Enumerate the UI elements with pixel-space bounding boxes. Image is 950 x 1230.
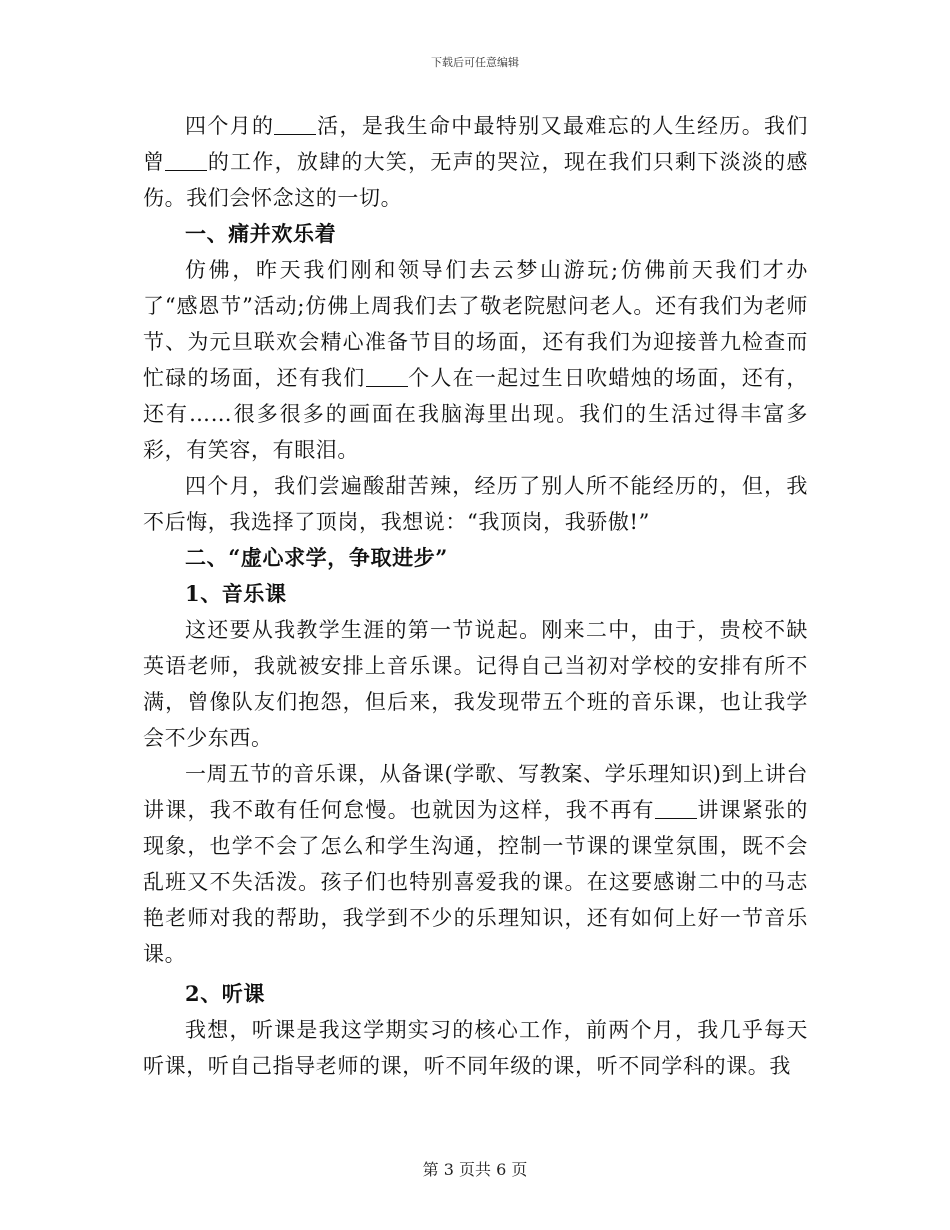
text-run: 四个月的	[185, 114, 275, 138]
text-run: 个人在一起过生日吹蜡烛的场面，还有，还有……很多很多的画面在我脑海里出现。我们的生活过得丰富多彩，有笑容，有眼泪。	[143, 366, 808, 462]
text-run: 仿佛，昨天我们刚和领导们去云梦山游玩;仿佛前天我们才办了“感恩节”活动;仿佛上周我们去了敬老院慰问老人。还有我们为老师节、为元旦联欢会精心准备节目的场面，还有我们为迎接普九检查而忙碌的场面，还有我们	[143, 258, 808, 390]
text-run: 一周五节的音乐课，从备课(学歌、写教案、学乐理知识)到上讲台讲课，我不敢有任何怠慢。也就因为这样，我不再有	[143, 762, 808, 822]
text-run: 讲课紧张的现象，也学不会了怎么和学生沟通，控制一节课的课堂氛围，既不会乱班又不失活泼。孩子们也特别喜爱我的课。在这要感谢二中的马志艳老师对我的帮助，我学到不少的乐理知识，还有如何上好一节音乐课。	[143, 798, 808, 966]
blank-underline	[655, 798, 697, 819]
paragraph-intro	[143, 108, 808, 216]
blank-underline	[366, 366, 408, 387]
text-run: 我想，听课是我这学期实习的核心工作，前两个月，我几乎每天听课，听自己指导老师的课，听不同年级的课，听不同学科的课。我	[143, 1018, 808, 1078]
subheading-observe-class: 2、听课	[185, 981, 266, 1006]
blank-underline	[274, 114, 316, 135]
text-run: 四个月，我们尝遍酸甜苦辣，经历了别人所不能经历的，但，我不后悔，我选择了顶岗，我想说：“我顶岗，我骄傲!”	[143, 474, 808, 534]
paragraph-four-months	[143, 468, 808, 540]
paragraph-music-intro	[143, 612, 808, 756]
section-heading-1: 一、痛并欢乐着	[185, 221, 337, 246]
blank-underline	[165, 150, 207, 171]
subheading-music-class: 1、音乐课	[185, 581, 287, 606]
page-footer: 第 3 页共 6 页	[422, 1160, 528, 1179]
section-heading-2: 二、“虚心求学，争取进步”	[185, 545, 448, 570]
paragraph-observe	[143, 1012, 808, 1084]
paragraph-music-detail	[143, 756, 808, 972]
text-run: 的工作，放肆的大笑，无声的哭泣，现在我们只剩下淡淡的感伤。我们会怀念这的一切。	[143, 150, 808, 210]
paragraph-memories	[143, 252, 808, 468]
text-run: 活，是我生命中最特别又最难忘的人生经历。我们曾	[143, 114, 808, 174]
page-header: 下载后可任意编辑	[431, 56, 519, 69]
document-body	[143, 108, 808, 1084]
text-run: 这还要从我教学生涯的第一节说起。刚来二中，由于，贵校不缺英语老师，我就被安排上音乐课。记得自己当初对学校的安排有所不满，曾像队友们抱怨，但后来，我发现带五个班的音乐课，也让我学会不少东西。	[143, 618, 808, 750]
